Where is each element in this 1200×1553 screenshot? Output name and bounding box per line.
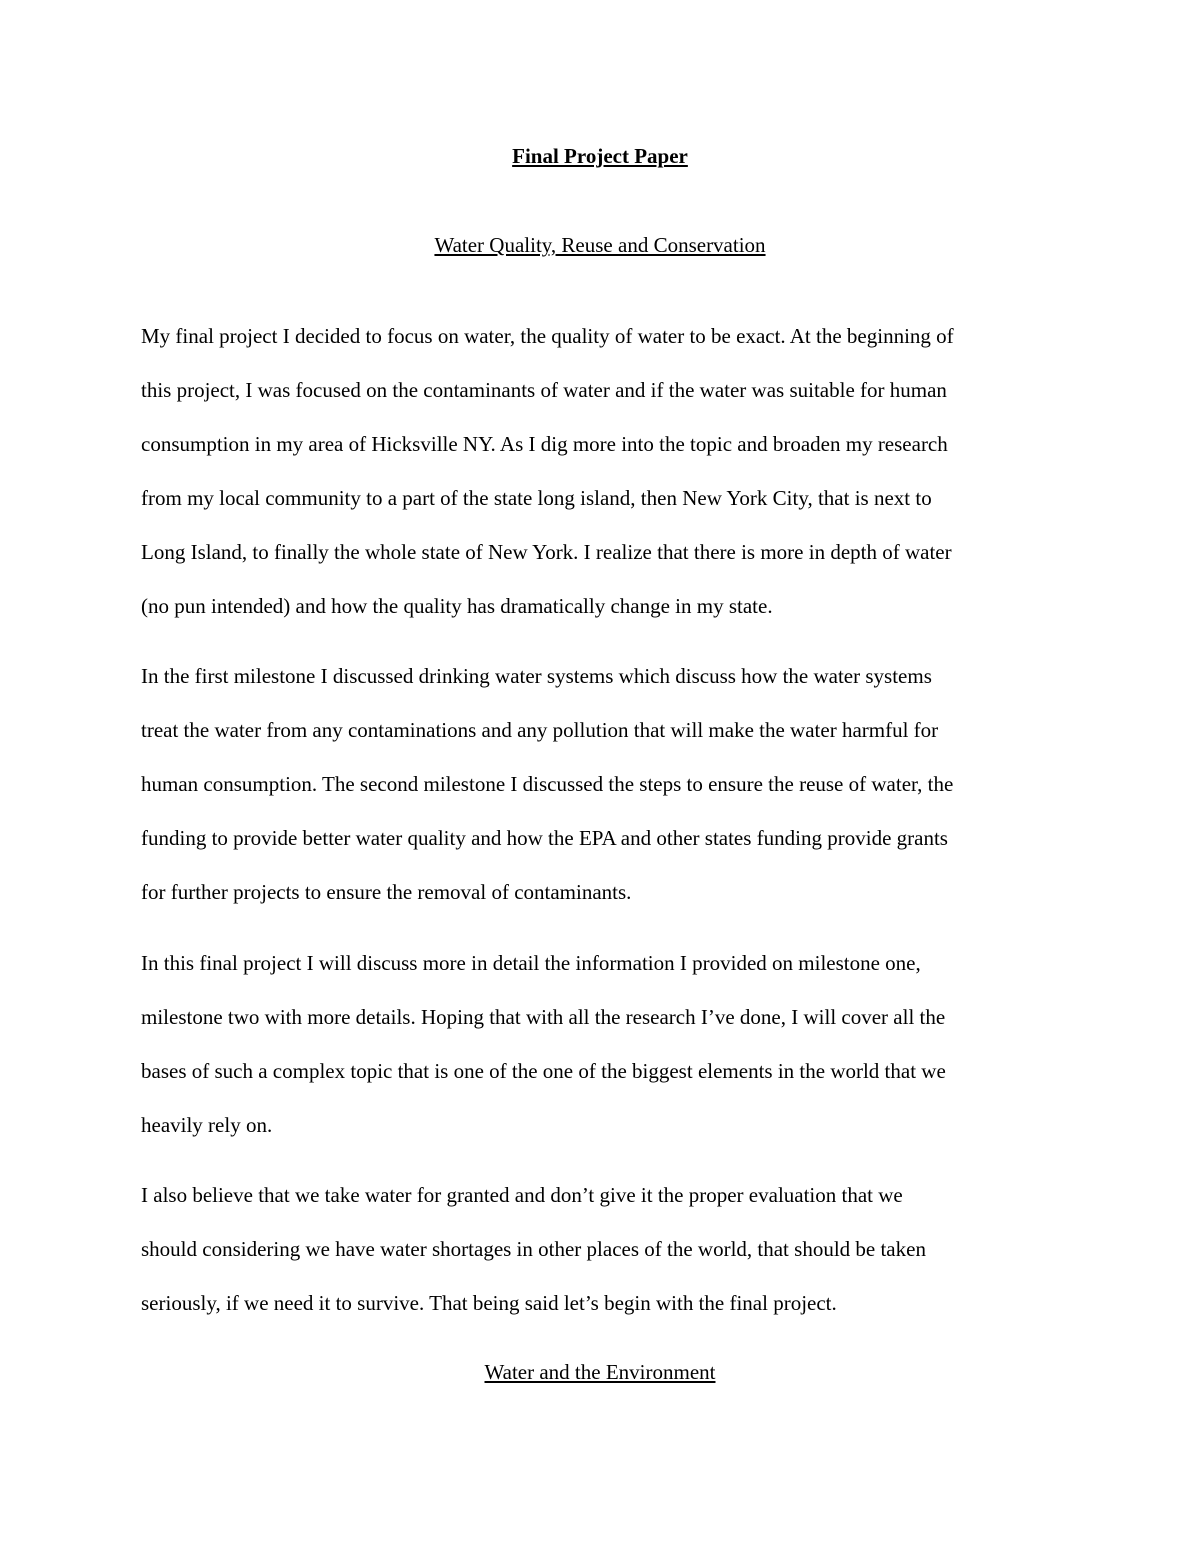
paragraph-2-line-3: human consumption. The second milestone I discussed the steps to ensure the reuse of water, the	[141, 772, 954, 796]
paragraph-2-line-4: funding to provide better water quality and how the EPA and other states funding provide grants	[141, 826, 948, 850]
paragraph-1-line-2: this project, I was focused on the contaminants of water and if the water was suitable for human	[141, 378, 947, 402]
paragraph-3-line-1: In this final project I will discuss more in detail the information I provided on milestone one,	[141, 951, 921, 975]
document-subtitle: Water Quality, Reuse and Conservation	[434, 233, 766, 257]
paragraph-1-line-1: My final project I decided to focus on water, the quality of water to be exact. At the beginning of	[141, 324, 954, 348]
paragraph-3-line-4: heavily rely on.	[141, 1113, 273, 1137]
paragraph-1-line-5: Long Island, to finally the whole state of New York. I realize that there is more in depth of water	[141, 540, 952, 564]
paragraph-3-line-2: milestone two with more details. Hoping that with all the research I’ve done, I will cover all the	[141, 1005, 946, 1029]
paragraph-4-line-2: should considering we have water shortages in other places of the world, that should be taken	[141, 1237, 926, 1261]
paragraph-4-line-1: I also believe that we take water for granted and don’t give it the proper evaluation that we	[141, 1183, 903, 1207]
paragraph-4-line-3: seriously, if we need it to survive. That being said let’s begin with the final project.	[141, 1291, 837, 1315]
paragraph-2-line-5: for further projects to ensure the removal of contaminants.	[141, 880, 632, 904]
paragraph-1-line-6: (no pun intended) and how the quality has dramatically change in my state.	[141, 594, 773, 618]
paragraph-2-line-2: treat the water from any contaminations and any pollution that will make the water harmful for	[141, 718, 939, 742]
document-title: Final Project Paper	[512, 144, 688, 168]
paragraph-1-line-4: from my local community to a part of the state long island, then New York City, that is next to	[141, 486, 932, 510]
paragraph-2-line-1: In the first milestone I discussed drinking water systems which discuss how the water systems	[141, 664, 932, 688]
paragraph-3-line-3: bases of such a complex topic that is one of the one of the biggest elements in the world that we	[141, 1059, 946, 1083]
paragraph-1-line-3: consumption in my area of Hicksville NY. As I dig more into the topic and broaden my research	[141, 432, 948, 456]
section-heading: Water and the Environment	[484, 1360, 716, 1384]
